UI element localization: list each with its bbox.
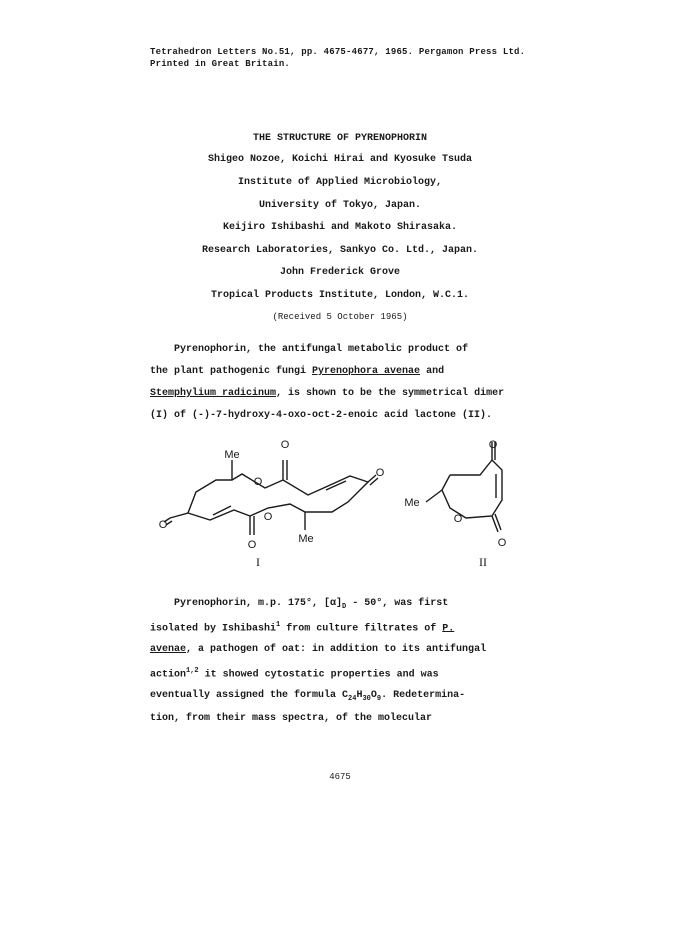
authors-line: Shigeo Nozoe, Koichi Hirai and Kyosuke Tsuda	[207, 154, 473, 165]
atom-label: O	[158, 519, 168, 531]
article-title: THE STRUCTURE OF PYRENOPHORIN	[252, 133, 428, 144]
compound-label-I: I	[256, 555, 260, 569]
atom-label: O	[253, 476, 263, 488]
received-date: (Received 5 October 1965)	[272, 312, 408, 322]
body-line: tion, from their mass spectra, of the molecular	[150, 713, 433, 724]
abstract-line: Stemphylium radicinum, is shown to be the symmetrical dimer	[150, 388, 505, 399]
species-name: avenae	[150, 644, 187, 655]
species-name: Stemphylium radicinum	[150, 388, 277, 399]
affiliation-line: Institute of Applied Microbiology,	[237, 177, 443, 188]
citation-ref: 1,2	[186, 667, 199, 675]
affiliation-line: Research Laboratories, Sankyo Co. Ltd., Japan.	[201, 245, 479, 256]
atom-label: O	[488, 439, 498, 451]
atom-label: O	[453, 513, 463, 525]
body-line: action$^{1,2}$ it showed cytostatic properties and was	[150, 667, 439, 681]
atom-label: O	[497, 537, 507, 549]
authors-line: Keijiro Ishibashi and Makoto Shirasaka.	[222, 222, 458, 233]
atom-label: Me	[298, 533, 314, 545]
atom-label: O	[263, 511, 273, 523]
body-line: Pyrenophorin, m.p. 175°, $[\alpha]_D - 50^\circ$, was first	[174, 598, 449, 611]
affiliation-line: University of Tokyo, Japan.	[258, 200, 422, 211]
body-line: avenae, a pathogen of oat: in addition to its antifungal	[150, 644, 487, 655]
abstract-line: the plant pathogenic fungi Pyrenophora avenae and	[150, 366, 445, 377]
structure-I-bonds	[164, 460, 378, 535]
body-line: eventually assigned the formula $C_{24}H_{30}O_9$. Redetermina-	[150, 690, 466, 703]
compound-label-II: II	[479, 555, 487, 569]
structure-II-bonds	[426, 442, 502, 532]
atom-label: O	[280, 439, 290, 451]
body-line: isolated by Ishibashi$^1$ from culture filtrates of P.	[150, 621, 455, 635]
header-citation: Tetrahedron Letters No.51, pp. 4675-4677, 1965. Pergamon Press Ltd.	[150, 47, 526, 57]
page-number: 4675	[329, 772, 351, 782]
header-printed: Printed in Great Britain.	[150, 59, 291, 69]
authors-line: John Frederick Grove	[279, 267, 401, 278]
atom-label: O	[247, 539, 257, 551]
species-name: P.	[442, 623, 455, 635]
atom-label: Me	[404, 497, 420, 509]
abstract-line: Pyrenophorin, the antifungal metabolic product of	[174, 344, 469, 355]
species-name: Pyrenophora avenae	[312, 366, 421, 377]
citation-ref: 1	[276, 621, 281, 629]
atom-label: O	[375, 467, 385, 479]
abstract-line: (I) of (-)-7-hydroxy-4-oxo-oct-2-enoic acid lactone (II).	[150, 410, 493, 421]
structure-figure	[150, 430, 550, 580]
atom-label: Me	[224, 449, 240, 461]
affiliation-line: Tropical Products Institute, London, W.C.1.	[210, 290, 470, 301]
